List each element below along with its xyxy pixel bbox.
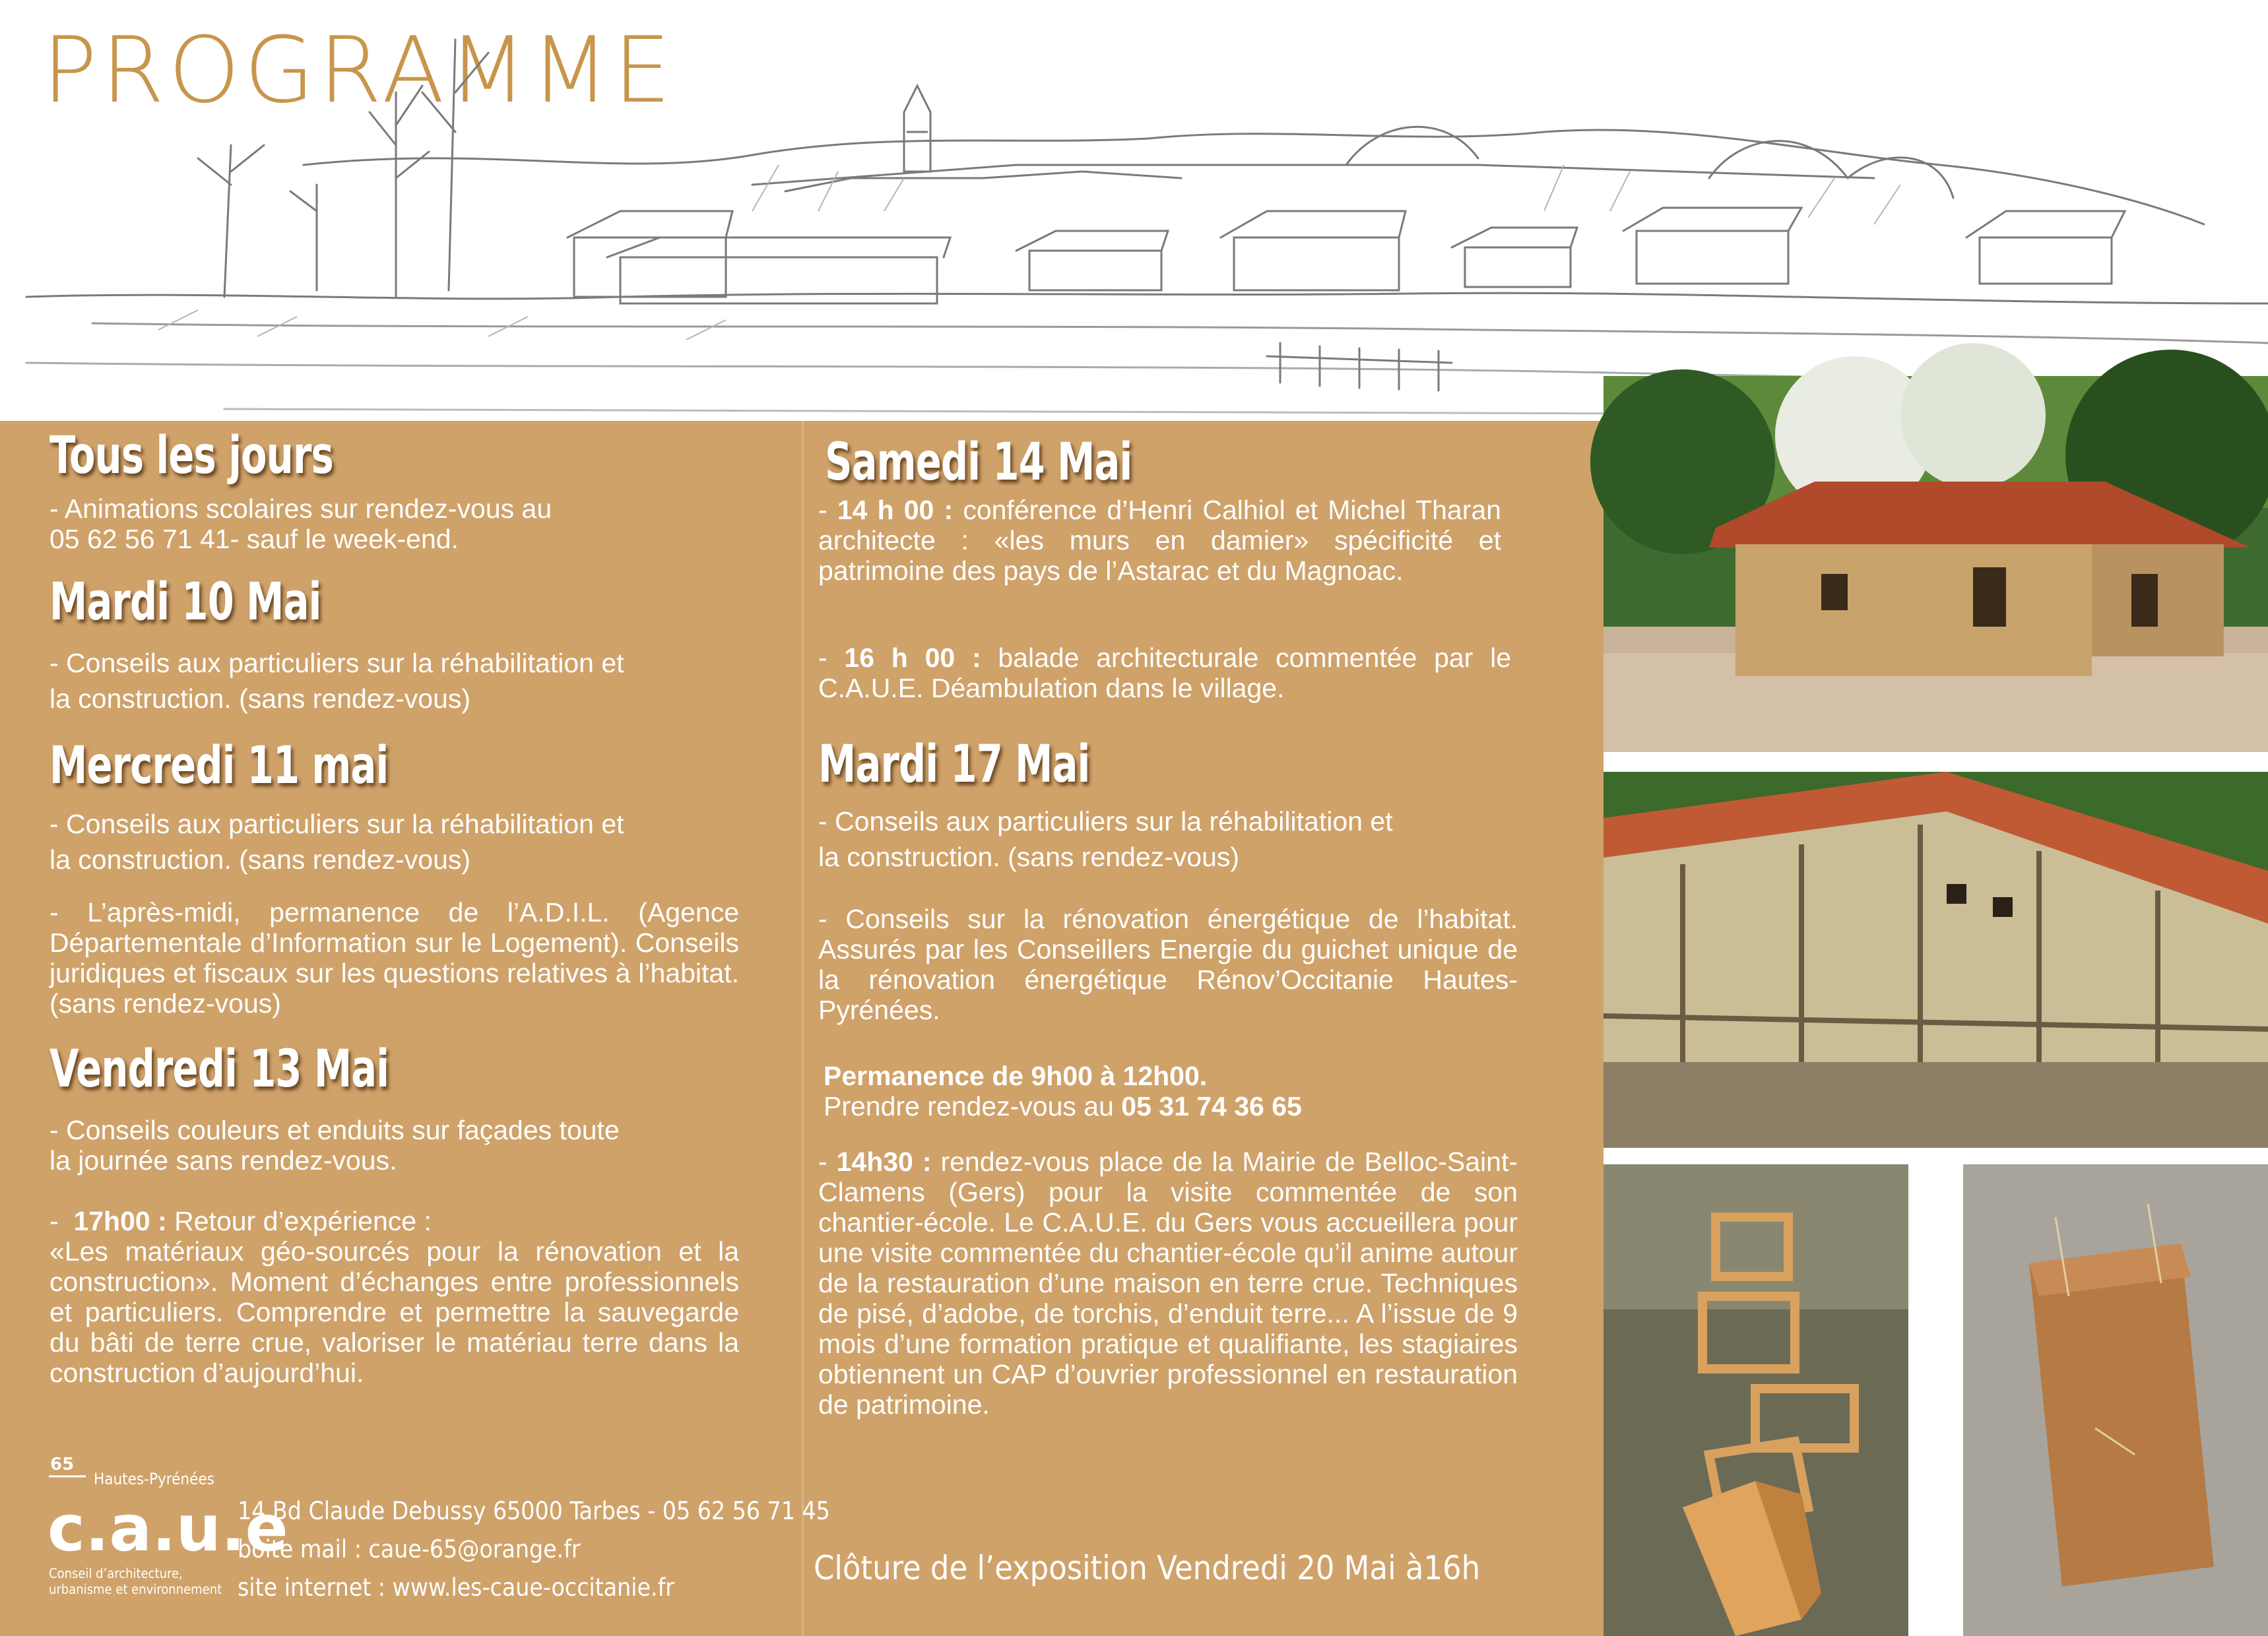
vendredi-13-text-1 (49, 1115, 742, 1176)
photo-half-timbered-wall (1604, 772, 2268, 1148)
svg-text:65: 65 (50, 1455, 75, 1474)
text-line: - Conseils aux particuliers sur la réhabilitation et (49, 809, 624, 839)
text-line: - Conseils couleurs et enduits sur façades toute (49, 1115, 620, 1145)
heading-tous-les-jours: Tous les jours (49, 426, 333, 486)
text-line: - Animations scolaires sur rendez-vous au (49, 493, 552, 524)
mardi-17-text-3: - 14h30 : rendez-vous place de la Mairie de Belloc-Saint-Clamens (Gers) pour la visite commentée de son chantier-école. Le C.A.U.E. du Gers vous accueillera pour une visite commentée du chantier-école qu’il anime autour de la restauration d’une maison en terre crue. Techniques de pisé, d’adobe, de torchis, d’enduit terre... A l’issue de 9 mois d’une formation pratique et qualifiante, les stagiaires obtiennent un CAP d’ouvrier professionnel en restauration de patrimoine. (818, 1147, 1518, 1420)
phone-number[interactable]: 05 31 74 36 65 (1121, 1091, 1302, 1121)
svg-text:c.a.u.e: c.a.u.e (48, 1492, 288, 1565)
text-line: 05 62 56 71 41- sauf le week-end. (49, 524, 459, 554)
text-line: la journée sans rendez-vous. (49, 1145, 397, 1176)
text-span: balade architecturale commentée par le C.A.U.E. Déambulation dans le village. (818, 643, 1512, 703)
mardi-17-text-1 (818, 803, 1511, 875)
heading-samedi-14-mai: Samedi 14 Mai (825, 433, 1132, 492)
photo-earth-farmhouse (1604, 376, 2268, 752)
mercredi-11-text-2: - L’après-midi, permanence de l’A.D.I.L. (Agence Départementale d’Information sur le Logement). Conseils juridiques et fiscaux sur les questions relatives à l’habitat. (sans rendez-vous) (49, 897, 739, 1019)
text-span: Retour d’expérience : (166, 1206, 432, 1236)
contact-email[interactable]: boite mail : caue-65@orange.fr (238, 1535, 581, 1563)
caue-logo (46, 1451, 288, 1623)
photo-earth-block (1963, 1164, 2268, 1636)
mardi-10-text (49, 645, 742, 716)
text-line: la construction. (sans rendez-vous) (49, 683, 471, 714)
appointment-line (824, 1091, 1516, 1121)
heading-mercredi-11-mai: Mercredi 11 mai (49, 736, 389, 796)
time-label: 14h30 : (836, 1147, 932, 1177)
vendredi-13-text-2: - 17h00 : Retour d’expérience : «Les matériaux géo-sourcés pour la rénovation et la construction». Moment d’échanges entre professionnels et particuliers. Comprendre et permettre la sauvegarde du bâti de terre crue, valoriser le matériau terre dans la construction d’aujourd’hui. (49, 1206, 739, 1388)
permanence-hours: Permanence de 9h00 à 12h00. (824, 1061, 1208, 1091)
fold-line (802, 421, 804, 1636)
tous-les-jours-text (49, 493, 742, 554)
heading-vendredi-13-mai: Vendredi 13 Mai (49, 1040, 389, 1099)
text-line: la construction. (sans rendez-vous) (49, 844, 471, 875)
mardi-17-text-2: - Conseils sur la rénovation énergétique de l’habitat. Assurés par les Conseillers Energie du guichet unique de la rénovation énergétique Rénov’Occitanie Hautes-Pyrénées. (818, 904, 1518, 1025)
page-title: PROGRAMME (42, 17, 675, 123)
photo-wooden-molds (1604, 1164, 1908, 1636)
closing-notice: Clôture de l’exposition Vendredi 20 Mai à16h (814, 1549, 1481, 1587)
samedi-14-text-2: - 16 h 00 : balade architecturale commentée par le C.A.U.E. Déambulation dans le village. (818, 643, 1512, 703)
contact-website[interactable]: site internet : www.les-caue-occitanie.fr (238, 1573, 674, 1602)
text-span: rendez-vous place de la Mairie de Belloc-Saint-Clamens (Gers) pour la visite commentée de son chantier-école. Le C.A.U.E. du Gers vous accueillera pour une visite commentée du chantier-école qu’il anime autour de la restauration d’une maison en terre crue. Techniques de pisé, d’adobe, de torchis, d’enduit terre... A l’issue de 9 mois d’une formation pratique et qualifiante, les stagiaires obtiennent un CAP d’ouvrier professionnel en restauration de patrimoine. (818, 1147, 1518, 1420)
heading-mardi-10-mai: Mardi 10 Mai (49, 573, 321, 632)
contact-block (238, 1492, 830, 1607)
samedi-14-text-1: - 14 h 00 : conférence d’Henri Calhiol et Michel Tharan architecte : «les murs en damier» spécificité et patrimoine des pays de l’Astarac et du Magnoac. (818, 495, 1501, 586)
svg-text:Hautes-Pyrénées: Hautes-Pyrénées (94, 1470, 214, 1488)
time-label: 16 h 00 : (844, 643, 981, 673)
heading-mardi-17-mai: Mardi 17 Mai (818, 735, 1090, 794)
contact-address: 14 Bd Claude Debussy 65000 Tarbes - 05 62 56 71 45 (238, 1497, 830, 1525)
svg-text:Conseil d’architecture,: Conseil d’architecture, (49, 1565, 183, 1581)
text-span: Prendre rendez-vous au (824, 1091, 1122, 1121)
mercredi-11-text-1 (49, 806, 742, 877)
text-span: «Les matériaux géo-sourcés pour la rénovation et la construction». Moment d’échanges entre professionnels et particuliers. Comprendre et permettre la sauvegarde du bâti de terre crue, valoriser le matériau terre dans la construction d’aujourd’hui. (49, 1236, 739, 1388)
text-line: - Conseils aux particuliers sur la réhabilitation et (818, 806, 1393, 836)
text-line: la construction. (sans rendez-vous) (818, 842, 1240, 872)
text-span: conférence d’Henri Calhiol et Michel Tharan architecte : «les murs en damier» spécificité et patrimoine des pays de l’Astarac et du Magnoac. (818, 495, 1501, 586)
time-label: 17h00 : (73, 1206, 167, 1236)
time-label: 14 h 00 : (837, 495, 954, 525)
text-line: - Conseils aux particuliers sur la réhabilitation et (49, 648, 624, 678)
svg-text:urbanisme et environnement: urbanisme et environnement (49, 1581, 222, 1597)
